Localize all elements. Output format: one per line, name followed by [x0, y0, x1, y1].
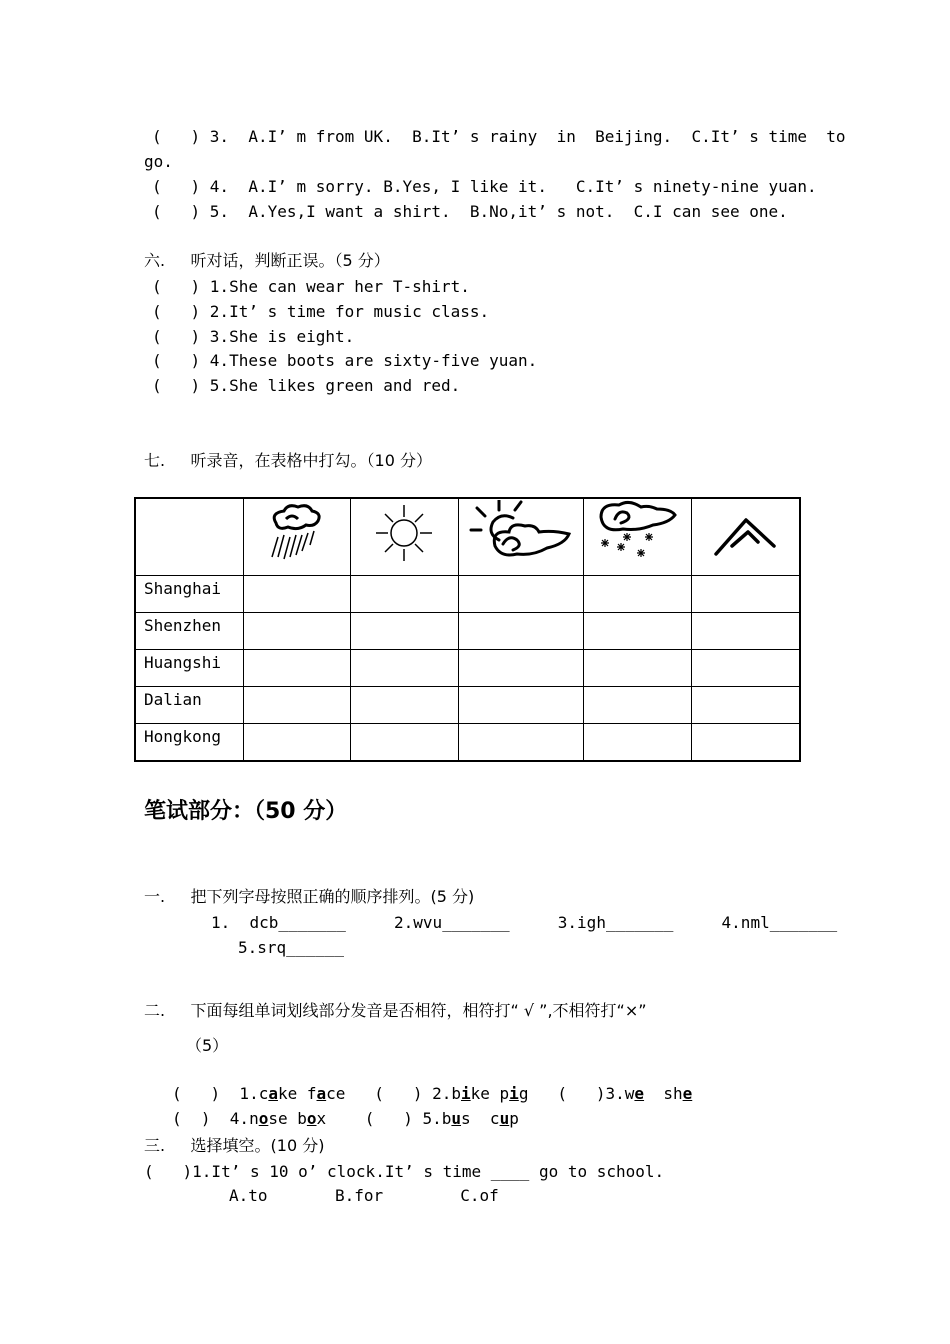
answer-cell[interactable] [458, 687, 583, 724]
answer-cell[interactable] [458, 613, 583, 650]
weather-table [134, 497, 801, 762]
listening-q3: ( ) 3. A.I’ m from UK. B.It’ s rainy in Beijing. C.It’ s time to [152, 127, 846, 146]
city-huangshi: Huangshi [135, 650, 243, 687]
answer-cell[interactable] [243, 724, 350, 761]
city-shenzhen: Shenzhen [135, 613, 243, 650]
w3-q1-options: A.to B.for C.of [229, 1186, 499, 1205]
answer-cell[interactable] [243, 576, 350, 613]
city-dalian: Dalian [135, 687, 243, 724]
answer-cell[interactable] [691, 687, 800, 724]
written-part-title: 笔试部分：（50 分） [144, 799, 348, 824]
table-row [135, 724, 800, 761]
section6-item-3: ( ) 3.She is eight. [152, 327, 355, 346]
listening-q4: ( ) 4. A.I’ m sorry. B.Yes, I like it. C.It’ s ninety-nine yuan. [152, 177, 817, 196]
answer-cell[interactable] [350, 650, 458, 687]
answer-cell[interactable] [691, 576, 800, 613]
answer-cell[interactable] [243, 650, 350, 687]
listening-q3-wrap: go. [144, 152, 173, 171]
city-hongkong: Hongkong [135, 724, 243, 761]
rain-icon [243, 498, 350, 576]
section6-item-1: ( ) 1.She can wear her T-shirt. [152, 277, 470, 296]
answer-cell[interactable] [243, 687, 350, 724]
answer-cell[interactable] [243, 613, 350, 650]
w3-q1: ( )1.It’ s 10 o’ clock.It’ s time ____ go to school. [144, 1162, 665, 1181]
answer-cell[interactable] [350, 687, 458, 724]
answer-cell[interactable] [350, 613, 458, 650]
section6-item-2: ( ) 2.It’ s time for music class. [152, 302, 490, 321]
section7-heading: 七. 听录音，在表格中打勾。（10 分） [144, 451, 432, 470]
answer-cell[interactable] [583, 613, 691, 650]
answer-cell[interactable] [350, 576, 458, 613]
sun-icon [350, 498, 458, 576]
section6-item-4: ( ) 4.These boots are sixty-five yuan. [152, 351, 538, 370]
w1-line2: 5.srq______ [238, 938, 344, 957]
answer-cell[interactable] [458, 576, 583, 613]
answer-cell[interactable] [583, 724, 691, 761]
w2-row2: ( ) 4.nose box ( ) 5.bus cup [172, 1109, 519, 1128]
listening-q5: ( ) 5. A.Yes,I want a shirt. B.No,it’ s not. C.I can see one. [152, 202, 788, 221]
w1-line1: 1. dcb_______ 2.wvu_______ 3.igh_______ 4.nml_______ [211, 913, 838, 932]
table-corner-cell [135, 498, 243, 576]
w3-heading: 三. 选择填空。(10 分) [144, 1136, 325, 1155]
section6-heading: 六. 听对话，判断正误。（5 分） [144, 251, 390, 270]
w1-heading: 一. 把下列字母按照正确的顺序排列。(5 分) [144, 887, 475, 906]
table-row [135, 650, 800, 687]
w2-heading: 二. 下面每组单词划线部分发音是否相符，相符打“ √ ”,不相符打“×” [144, 1001, 647, 1020]
answer-cell[interactable] [458, 724, 583, 761]
cloud-snow-icon [583, 498, 691, 576]
answer-cell[interactable] [691, 650, 800, 687]
table-row [135, 687, 800, 724]
answer-cell[interactable] [691, 613, 800, 650]
answer-cell[interactable] [583, 576, 691, 613]
table-row [135, 576, 800, 613]
city-shanghai: Shanghai [135, 576, 243, 613]
sun-cloud-icon [458, 498, 583, 576]
section6-item-5: ( ) 5.She likes green and red. [152, 376, 461, 395]
answer-cell[interactable] [458, 650, 583, 687]
w2-row1: ( ) 1.cake face ( ) 2.bike pig ( )3.we she [172, 1084, 693, 1103]
answer-cell[interactable] [583, 650, 691, 687]
answer-cell[interactable] [350, 724, 458, 761]
roof-icon [691, 498, 800, 576]
w2-score: （5） [186, 1036, 229, 1055]
answer-cell[interactable] [691, 724, 800, 761]
answer-cell[interactable] [583, 687, 691, 724]
table-row [135, 613, 800, 650]
